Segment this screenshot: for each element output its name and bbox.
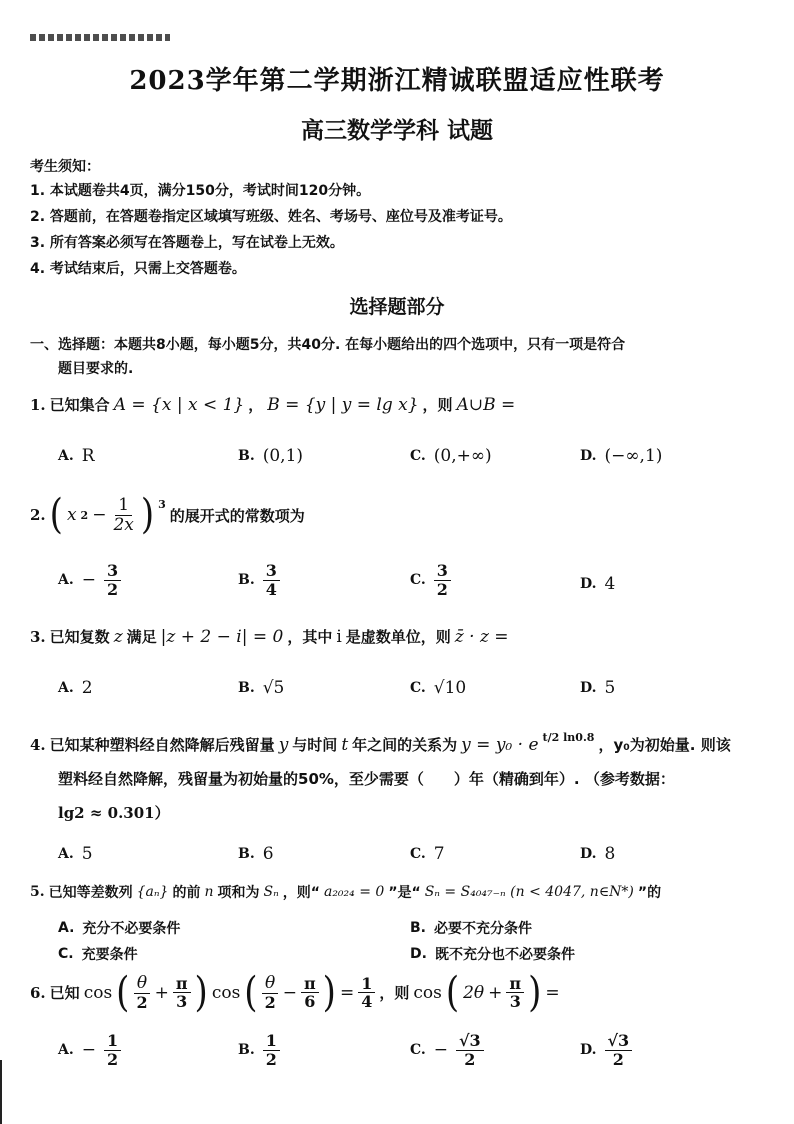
right-paren: ) xyxy=(322,968,336,1017)
question-text: ”的 xyxy=(637,885,662,901)
fraction-num: √3 xyxy=(605,1032,633,1051)
notice-heading: 考生须知： xyxy=(30,159,100,175)
fraction-num: 1 xyxy=(358,975,375,994)
question-number: 1. xyxy=(30,395,46,414)
question-1 xyxy=(30,394,515,415)
question-text: 是虚数单位，则 xyxy=(345,628,451,646)
fraction xyxy=(605,1032,633,1068)
fraction-num: 1 xyxy=(115,496,132,516)
math-exponent: 3 xyxy=(158,497,166,511)
option-label: D. xyxy=(580,680,597,696)
option-label: C. xyxy=(410,448,426,464)
fraction-den: 6 xyxy=(304,992,316,1012)
question-number: 6. xyxy=(30,983,46,1002)
math-exponent: t/2 ln0.8 xyxy=(542,731,595,744)
option-value: (−∞,1) xyxy=(604,446,663,466)
fraction-num: π xyxy=(506,975,524,994)
option-c xyxy=(410,562,451,598)
question-text: ，y₀为初始量. 则该 xyxy=(598,736,731,754)
option-label: C. xyxy=(410,680,426,696)
fraction-den: 2 xyxy=(264,992,276,1012)
fraction xyxy=(262,974,279,1011)
fraction-num: 3 xyxy=(104,562,121,581)
question-text: ， xyxy=(248,396,264,414)
fraction-den: 2 xyxy=(265,1049,277,1069)
math-expr: |z + 2 − i| = 0 xyxy=(160,626,284,647)
question-text: 项和为 xyxy=(217,885,260,901)
question-text: ，则“ xyxy=(282,885,320,901)
question-text: 已知复数 xyxy=(49,628,110,646)
section-title: 选择题部分 xyxy=(349,296,445,318)
fraction-den: 4 xyxy=(265,579,277,599)
option-label: B. xyxy=(410,920,426,936)
question-3 xyxy=(30,626,509,647)
option-a xyxy=(58,918,180,938)
option-b xyxy=(238,678,284,698)
question-6 xyxy=(30,968,560,1017)
question-text: 的展开式的常数项为 xyxy=(169,506,305,525)
option-label: D. xyxy=(580,576,597,592)
fraction xyxy=(133,974,150,1011)
math-expr: y = y₀ · e xyxy=(461,734,539,755)
option-value: 6 xyxy=(262,844,274,864)
question-text: ，则 xyxy=(379,984,410,1003)
fraction-den: 4 xyxy=(361,992,373,1012)
option-b xyxy=(410,918,532,938)
math-op: − xyxy=(92,505,107,526)
scan-artifact xyxy=(30,34,170,41)
option-label: A. xyxy=(58,846,74,862)
option-label: D. xyxy=(410,946,427,962)
option-value: 充分不必要条件 xyxy=(82,921,181,937)
math-expr: B = {y | y = lg x} xyxy=(267,394,419,415)
question-text: 年之间的关系为 xyxy=(352,736,458,754)
fraction xyxy=(301,975,319,1011)
math-var: x xyxy=(66,505,77,526)
option-value: 2 xyxy=(81,678,93,698)
option-label: C. xyxy=(410,1042,426,1059)
notice-item: 3. 所有答案必须写在答题卷上，写在试卷上无效。 xyxy=(30,235,344,251)
exam-title: 2023学年第二学期浙江精诚联盟适应性联考 xyxy=(129,66,665,96)
math-var: z xyxy=(113,626,123,647)
math-func: cos xyxy=(413,982,442,1003)
option-d xyxy=(580,678,615,698)
right-paren: ) xyxy=(140,491,155,540)
question-text: 已知 xyxy=(49,984,80,1003)
option-c xyxy=(410,844,445,864)
question-text: ”是“ xyxy=(388,885,421,901)
question-number: 3. xyxy=(30,627,46,646)
option-value: 充要条件 xyxy=(81,947,138,963)
fraction xyxy=(263,562,280,598)
question-text: 与时间 xyxy=(292,736,338,754)
left-paren: ( xyxy=(445,968,460,1017)
option-b xyxy=(238,446,303,466)
option-d xyxy=(410,944,575,964)
fraction xyxy=(173,975,191,1011)
option-value: 4 xyxy=(604,574,616,594)
fraction-num: θ xyxy=(262,974,278,994)
option-value: 5 xyxy=(604,678,616,698)
option-c xyxy=(410,1032,484,1068)
section-intro: 一、选择题：本题共8小题，每小题5分，共40分. 在每小题给出的四个选项中，只有一项是符合 xyxy=(30,337,626,353)
fraction-den: 3 xyxy=(176,992,188,1012)
question-4 xyxy=(30,731,731,755)
fraction xyxy=(358,975,375,1011)
option-value: √10 xyxy=(433,678,467,698)
option-d xyxy=(580,446,662,466)
math-var: n xyxy=(204,884,214,900)
option-label: A. xyxy=(58,680,74,696)
option-c xyxy=(410,446,492,466)
option-d xyxy=(580,844,615,864)
option-b xyxy=(238,1032,280,1068)
fraction-den: 3 xyxy=(509,992,521,1012)
right-paren: ) xyxy=(194,968,208,1017)
left-paren: ( xyxy=(49,491,63,540)
option-value: √5 xyxy=(262,678,285,698)
fraction-den: 2 xyxy=(107,1049,119,1069)
option-d xyxy=(580,574,615,594)
fraction-den: 2 xyxy=(464,1049,476,1069)
notice-item: 2. 答题前，在答题卷指定区域填写班级、姓名、考场号、座位号及准考证号。 xyxy=(30,209,512,225)
question-text: ，则 xyxy=(422,396,453,414)
fraction xyxy=(456,1032,484,1068)
option-label: A. xyxy=(58,448,74,464)
question-text: 满足 xyxy=(126,628,157,646)
option-label: A. xyxy=(58,920,75,936)
notice-item: 4. 考试结束后，只需上交答题卷。 xyxy=(30,261,246,277)
option-a xyxy=(58,678,93,698)
option-label: A. xyxy=(58,572,74,589)
option-a xyxy=(58,844,93,864)
question-text: 已知等差数列 xyxy=(48,885,133,901)
fraction xyxy=(110,496,136,534)
fraction-num: 3 xyxy=(434,562,451,581)
fraction-num: π xyxy=(301,975,319,994)
math-expr: z̄ · z = xyxy=(454,626,509,647)
scan-edge xyxy=(0,1060,2,1124)
math-expr: {aₙ} xyxy=(136,884,169,900)
option-label: A. xyxy=(58,1042,74,1059)
fraction-num: 1 xyxy=(104,1032,121,1051)
question-2 xyxy=(30,491,305,540)
option-label: B. xyxy=(238,572,255,589)
fraction-num: √3 xyxy=(456,1032,484,1051)
fraction-den: 2 xyxy=(136,992,148,1012)
math-op: = xyxy=(545,982,560,1003)
option-a xyxy=(58,446,95,466)
option-c xyxy=(410,678,466,698)
math-var: y xyxy=(278,734,289,755)
math-func: cos xyxy=(83,982,113,1003)
math-var: t xyxy=(341,734,349,755)
option-sign: − xyxy=(81,570,96,591)
option-label: B. xyxy=(238,1042,255,1059)
option-label: B. xyxy=(238,680,255,696)
left-paren: ( xyxy=(116,968,130,1017)
option-label: B. xyxy=(238,448,255,464)
option-label: C. xyxy=(410,846,426,862)
fraction xyxy=(104,562,121,598)
option-sign: − xyxy=(433,1040,449,1061)
option-value: 8 xyxy=(604,844,616,864)
math-expr: A = {x | x < 1} xyxy=(113,394,245,415)
option-b xyxy=(238,844,274,864)
fraction-den: 2 xyxy=(612,1049,624,1069)
section-intro-cont: 题目要求的. xyxy=(58,361,134,377)
question-number: 5. xyxy=(30,884,45,900)
fraction xyxy=(104,1032,121,1068)
option-label: B. xyxy=(238,846,255,862)
question-text: ，其中 xyxy=(287,628,333,646)
exam-subtitle: 高三数学学科 试题 xyxy=(300,118,493,144)
fraction xyxy=(506,975,524,1011)
math-func: cos xyxy=(211,982,241,1003)
option-a xyxy=(58,562,121,598)
option-label: D. xyxy=(580,846,597,862)
math-var: i xyxy=(336,626,342,647)
fraction xyxy=(263,1032,280,1068)
option-value: 5 xyxy=(81,844,93,864)
math-op: = xyxy=(339,982,355,1003)
question-5 xyxy=(30,882,661,902)
option-label: C. xyxy=(410,572,426,589)
left-paren: ( xyxy=(244,968,258,1017)
question-4-line2: 塑料经自然降解，残留量为初始量的50%，至少需要（ ）年（精确到年）. （参考数据： xyxy=(58,770,675,788)
fraction-num: θ xyxy=(134,974,150,994)
option-b xyxy=(238,562,280,598)
option-value: (0,+∞) xyxy=(433,446,492,466)
math-op: + xyxy=(488,982,503,1003)
option-label: D. xyxy=(580,1042,597,1059)
question-text: 的前 xyxy=(172,885,201,901)
fraction xyxy=(434,562,451,598)
option-value: 7 xyxy=(433,844,445,864)
fraction-den: 2x xyxy=(113,514,134,535)
question-4-line3: lg2 ≈ 0.301） xyxy=(58,804,170,822)
option-value: 既不充分也不必要条件 xyxy=(434,947,575,963)
fraction-num: 3 xyxy=(263,562,280,581)
option-value: R xyxy=(81,446,95,466)
option-value: 必要不充分条件 xyxy=(434,921,532,937)
fraction-den: 2 xyxy=(436,579,448,599)
option-label: C. xyxy=(58,946,74,962)
fraction-den: 2 xyxy=(107,579,119,599)
math-exponent: 2 xyxy=(80,508,89,522)
option-d xyxy=(580,1032,632,1068)
math-expr: A∪B = xyxy=(456,394,516,415)
question-text: 已知集合 xyxy=(49,396,110,414)
math-expr: a₂₀₂₄ = 0 xyxy=(323,884,385,900)
math-expr: 2θ xyxy=(463,982,485,1003)
fraction-num: 1 xyxy=(263,1032,280,1051)
math-var: Sₙ xyxy=(263,884,279,900)
option-label: D. xyxy=(580,448,597,464)
question-text: 已知某种塑料经自然降解后残留量 xyxy=(49,736,275,754)
option-sign: − xyxy=(81,1040,96,1061)
question-number: 2. xyxy=(30,506,46,525)
math-expr: Sₙ = S₄₀₄₇₋ₙ (n < 4047, n∈N*) xyxy=(424,884,634,900)
option-value: (0,1) xyxy=(262,446,304,466)
fraction-num: π xyxy=(173,975,191,994)
option-a xyxy=(58,1032,121,1068)
math-op: − xyxy=(282,982,297,1003)
right-paren: ) xyxy=(528,968,542,1017)
option-c xyxy=(58,944,138,964)
notice-item: 1. 本试题卷共4页，满分150分，考试时间120分钟。 xyxy=(30,183,371,199)
math-op: + xyxy=(154,982,169,1003)
question-number: 4. xyxy=(30,735,46,754)
